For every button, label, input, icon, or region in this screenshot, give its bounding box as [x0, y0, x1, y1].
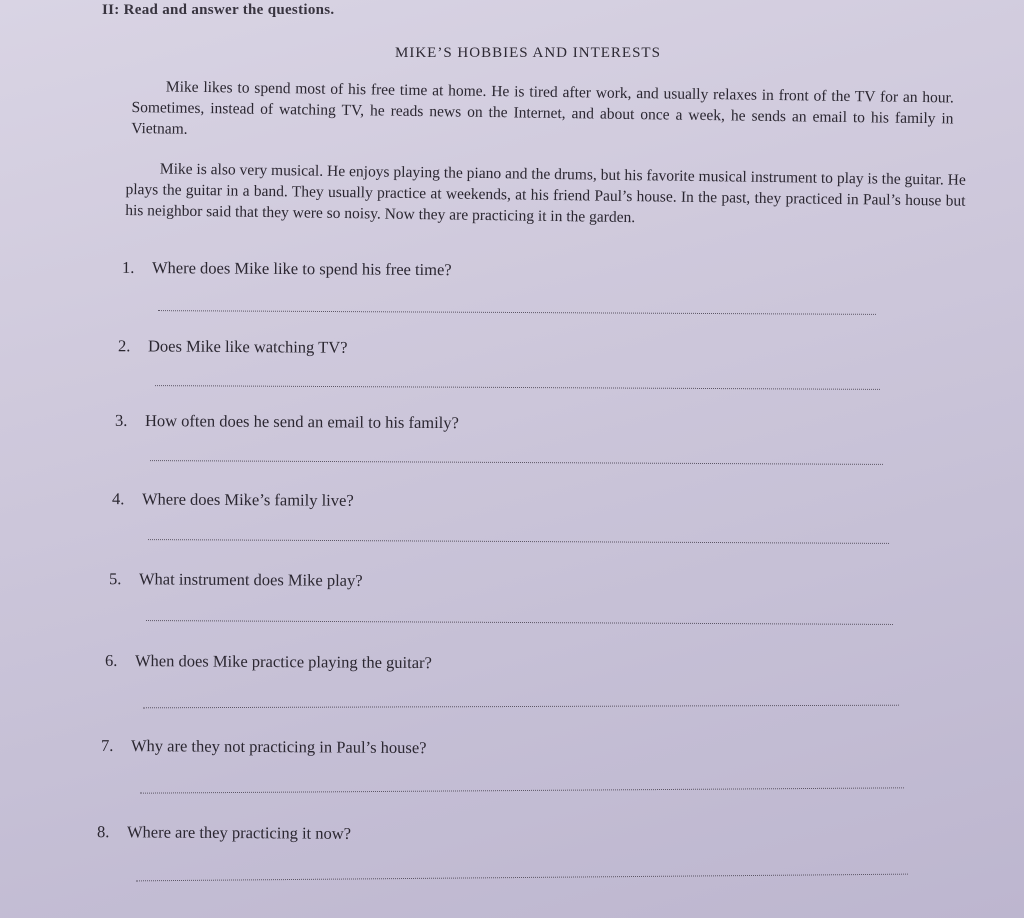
- question-3: [115, 411, 459, 433]
- question-number: 1.: [121, 257, 135, 277]
- question-6: [105, 651, 432, 673]
- question-number: 4.: [111, 489, 125, 509]
- answer-line-8[interactable]: [136, 874, 908, 882]
- question-text: What instrument does Mike play?: [138, 569, 363, 590]
- answer-line-3[interactable]: [150, 460, 883, 465]
- question-text: When does Mike practice playing the guitar?: [134, 651, 432, 673]
- question-text: Why are they not practicing in Paul’s house?: [130, 736, 427, 758]
- question-8: [97, 822, 351, 844]
- question-number: 5.: [108, 569, 122, 589]
- paragraph-2-text: Mike is also very musical. He enjoys playing the piano and the drums, but his favorite musical instrument to play is the guitar. He plays the guitar in a band. They usually practice at weekends, at his friend Paul’s house. In the past, they practiced in Paul’s house but his neighbor said that they were so noisy. Now they are practicing it in the garden.: [125, 160, 966, 227]
- question-5: [109, 569, 363, 591]
- answer-line-2[interactable]: [155, 385, 880, 390]
- question-number: 6.: [104, 650, 118, 670]
- question-text: Does Mike like watching TV?: [147, 336, 348, 357]
- section-heading: II: Read and answer the questions.: [102, 2, 335, 18]
- passage-title: MIKE’S HOBBIES AND INTERESTS: [395, 45, 661, 61]
- question-text: How often does he send an email to his family?: [144, 411, 459, 433]
- passage-paragraph-2: [125, 158, 966, 233]
- question-7: [101, 736, 427, 758]
- answer-line-1[interactable]: [158, 310, 876, 315]
- question-number: 2.: [117, 336, 131, 356]
- answer-line-5[interactable]: [146, 620, 893, 625]
- answer-line-6[interactable]: [143, 705, 899, 709]
- question-text: Where does Mike like to spend his free time?: [151, 258, 452, 280]
- question-number: 8.: [96, 822, 110, 842]
- answer-line-7[interactable]: [140, 787, 904, 793]
- question-1: [122, 258, 452, 280]
- answer-line-4[interactable]: [148, 539, 889, 544]
- question-text: Where does Mike’s family live?: [141, 489, 354, 510]
- paragraph-1-text: Mike likes to spend most of his free time at home. He is tired after work, and usually relaxes in front of the TV for an hour. Sometimes, instead of watching TV, he reads news on the Internet, and about once a week, he sends an email to his family in Vietnam.: [131, 78, 954, 138]
- question-text: Where are they practicing it now?: [126, 822, 352, 843]
- question-number: 3.: [114, 410, 128, 430]
- passage-paragraph-1: [131, 76, 954, 150]
- question-number: 7.: [100, 735, 114, 755]
- question-2: [118, 336, 348, 358]
- question-4: [112, 489, 354, 511]
